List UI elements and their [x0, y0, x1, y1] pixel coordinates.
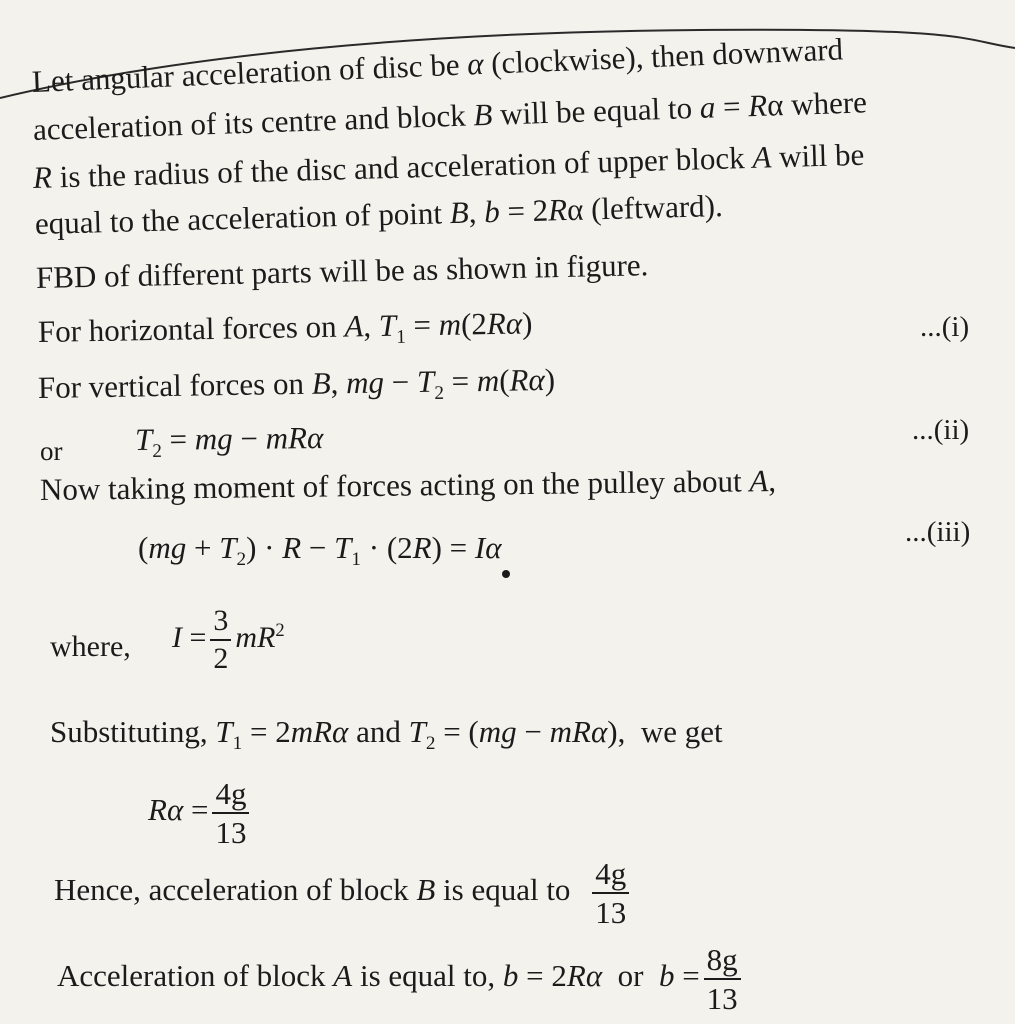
- text-line-substituting: Substituting, $T_1 = 2mR\alpha$ and $T_2 = (mg - mR\alpha)$, we get: [50, 714, 723, 755]
- equation-line-iii: $(mg + T_2) \cdot R - T_1 \cdot (2R) = I\alpha$: [138, 530, 502, 571]
- text-line-2: acceleration of its centre and block B will be equal to a = Rα where: [32, 84, 868, 147]
- text-line-5: FBD of different parts will be as shown in figure.: [35, 247, 649, 295]
- equation-label-ii: ...(ii): [912, 414, 970, 446]
- fraction-accel-a: $\frac{8g}{13}$: [704, 944, 741, 1014]
- fraction-accel-b: $\frac{4g}{13}$: [592, 858, 629, 928]
- fraction-three-halves: $\frac{3}{2}$: [210, 606, 231, 674]
- text-line-accel-b: Hence, acceleration of block B is equal to $\frac{4g}{13}$: [54, 858, 633, 928]
- equation-label-i: ...(i): [920, 311, 970, 343]
- or-connector-1: or: [40, 436, 63, 466]
- fraction-4g-13: $\frac{4g}{13}$: [212, 778, 249, 848]
- text-line-3: R is the radius of the disc and acceleration of upper block A will be: [32, 136, 865, 195]
- text-line-4: equal to the acceleration of point B, b = 2Rα (leftward).: [34, 187, 724, 241]
- text-line-moment: Now taking moment of forces acting on the pulley about A,: [39, 463, 777, 507]
- ralpha-result: Rα = $\frac{4g}{13}$: [148, 778, 253, 848]
- equation-line-ii-b: $T_2$ = mg − mRα: [134, 420, 324, 463]
- text-line-accel-a: Acceleration of block A is equal to, b = 2Rα or b = $\frac{8g}{13}$: [57, 944, 745, 1014]
- equation-line-i: For horizontal forces on A, $T_1 = m(2R\alpha)$: [37, 305, 533, 349]
- equation-label-iii: ...(iii): [905, 516, 971, 548]
- equation-line-ii-a: For vertical forces on B, mg − $T_2 = m(R\alpha)$: [37, 361, 556, 405]
- text-line-1: Let angular acceleration of disc be α (clockwise), then downward: [31, 31, 844, 99]
- inertia-formula: I = $\frac{3}{2}$ $mR^2$: [172, 604, 285, 675]
- ink-dot: [502, 570, 510, 578]
- where-label: where,: [50, 630, 131, 663]
